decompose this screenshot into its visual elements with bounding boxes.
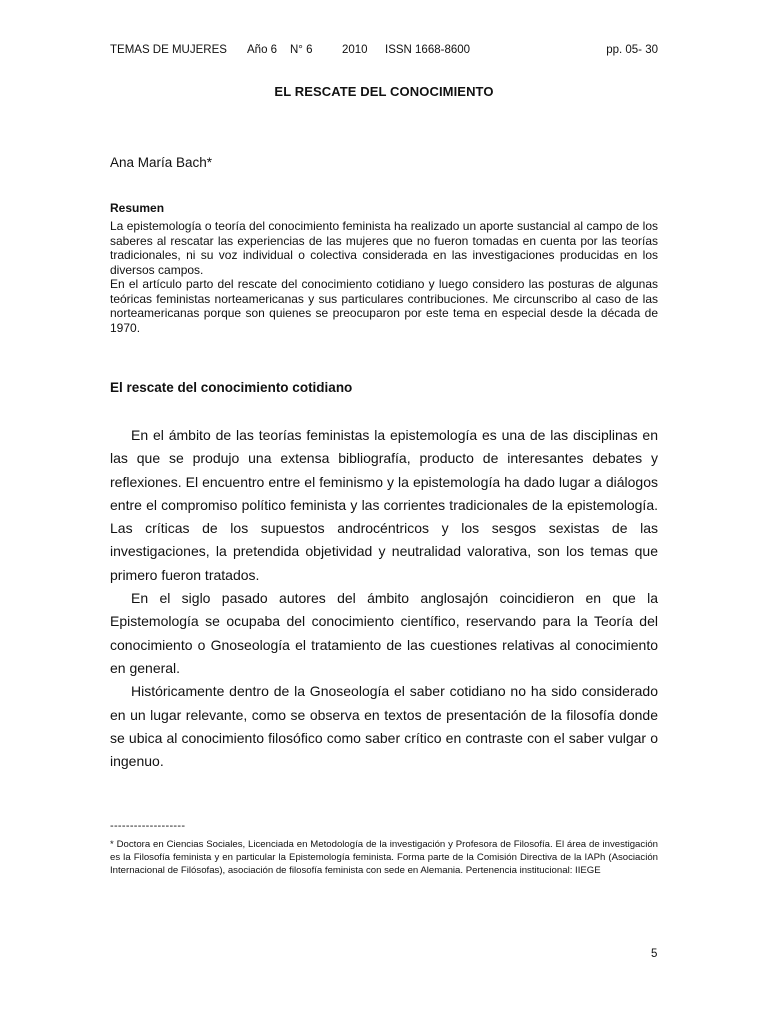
article-title: EL RESCATE DEL CONOCIMIENTO: [274, 84, 494, 99]
section-body: [110, 424, 658, 773]
author-name: Ana María Bach*: [110, 155, 213, 170]
body-paragraph: En el ámbito de las teorías feministas la epistemología es una de las disciplinas en las que se produjo una extensa bibliografía, producto de interesantes debates y reflexiones. El encuentro entre el feminismo y la epistemología ha dado lugar a diálogos entre el compromiso político feminista y las corrientes tradicionales de la epistemología. Las críticas de los supuestos androcéntricos y los sesgos sexistas de las investigaciones, la pretendida objetividad y neutralidad valorativa, son los temas que primero fueron tratados.: [110, 427, 658, 583]
abstract-paragraph: La epistemología o teoría del conocimiento feminista ha realizado un aporte sustancial al campo de los saberes al rescatar las experiencias de las mujeres que no fueron tomadas en cuenta por las teorías tradicionales, ni su voz individual o colectiva considerada en las investigaciones producidas en los diversos campos.: [110, 219, 658, 277]
body-paragraph: Históricamente dentro de la Gnoseología el saber cotidiano no ha sido considerado en un lugar relevante, como se observa en textos de presentación de la filosofía donde se ubica al conocimiento filosófico como saber crítico en contraste con el saber vulgar o ingenuo.: [110, 683, 658, 770]
header-number: N° 6: [290, 44, 313, 56]
running-header: [110, 44, 658, 60]
header-pages: pp. 05- 30: [606, 44, 658, 56]
abstract-body: [110, 219, 658, 335]
header-journal: TEMAS DE MUJERES: [110, 44, 227, 56]
header-year: Año 6: [247, 44, 278, 56]
footnote: * Doctora en Ciencias Sociales, Licenciada en Metodología de la investigación y Profesora de Filosofía. El área de investigación es la Filosofía feminista y en particular la Epistemología feminista. Forma parte de la Comisión Directiva de la IAPh (Asociación Internacional de Filósofas), asociación de filosofía feminista con sede en Alemania. Pertenencia institucional: IIEGE: [110, 839, 658, 877]
footnote-separator: -------------------: [110, 820, 186, 832]
abstract-paragraph: En el artículo parto del rescate del conocimiento cotidiano y luego considero las posturas de algunas teóricas feministas norteamericanas y sus particulares contribuciones. Me circunscribo al caso de las norteamericanas porque son quienes se preocuparon por este tema en especial desde la década de 1970.: [110, 277, 658, 335]
abstract-heading: Resumen: [110, 201, 165, 215]
header-date: 2010: [342, 44, 368, 56]
header-issn: ISSN 1668-8600: [385, 44, 471, 56]
body-paragraph: En el siglo pasado autores del ámbito anglosajón coincidieron en que la Epistemología se ocupaba del conocimiento científico, reservando para la Teoría del conocimiento o Gnoseología el tratamiento de las cuestiones relativas al conocimiento en general.: [110, 590, 658, 676]
section-heading: El rescate del conocimiento cotidiano: [110, 380, 353, 395]
page-number: 5: [651, 948, 658, 960]
